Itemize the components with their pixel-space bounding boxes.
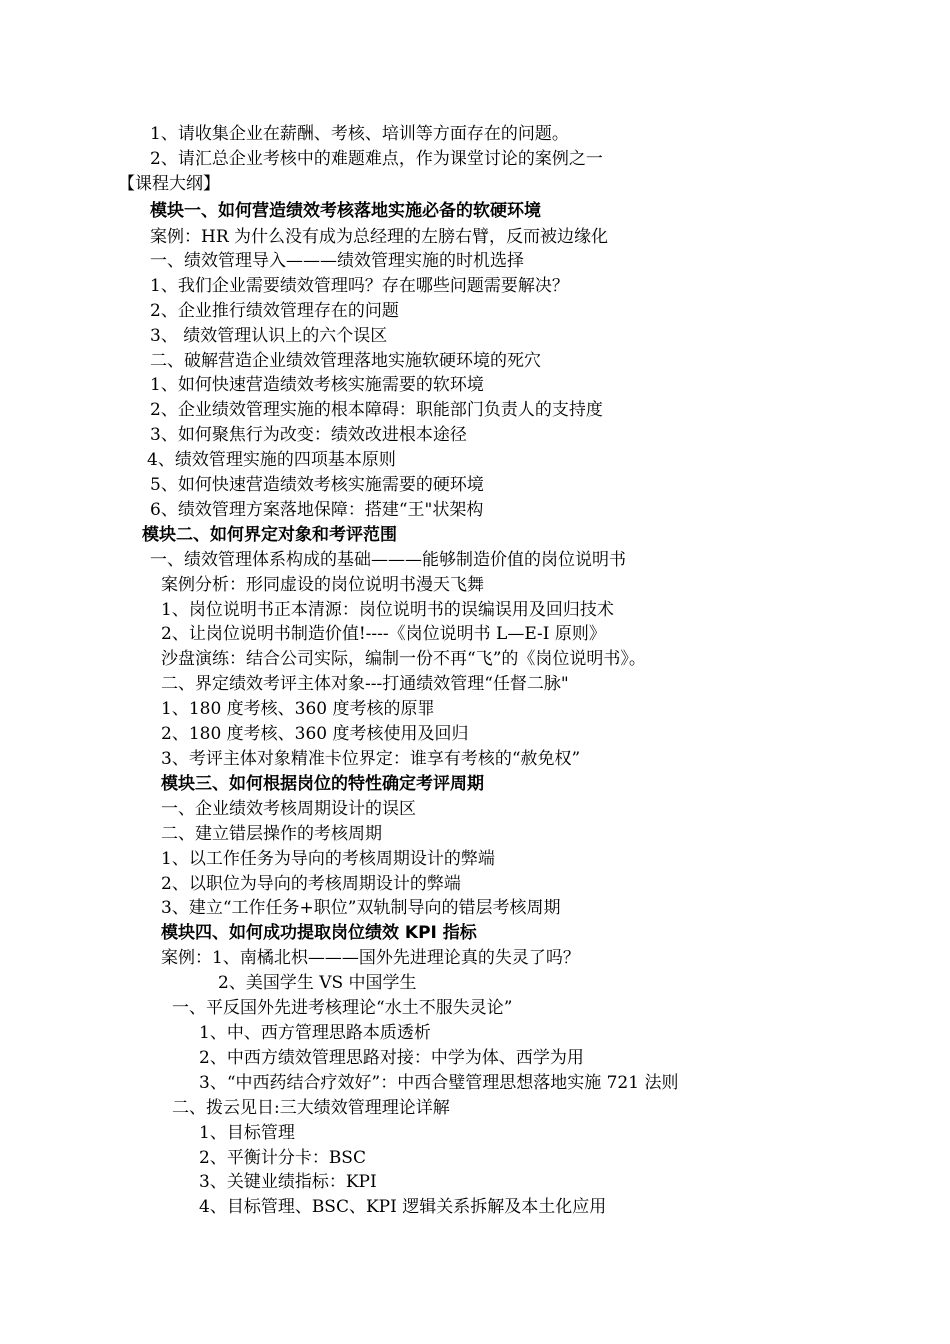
exercise-line: 沙盘演练：结合公司实际，编制一份不再“飞”的《岗位说明书》。 (161, 649, 646, 669)
outline-heading: 【课程大纲】 (118, 174, 220, 194)
item-line: 1、中、西方管理思路本质透析 (199, 1023, 431, 1043)
section-line: 二、界定绩效考评主体对象---打通绩效管理“任督二脉" (161, 674, 569, 694)
section-line: 一、企业绩效考核周期设计的误区 (161, 799, 416, 819)
section-line: 二、建立错层操作的考核周期 (161, 824, 382, 844)
item-line: 2、中西方绩效管理思路对接：中学为体、西学为用 (199, 1048, 584, 1068)
item-line: 2、以职位为导向的考核周期设计的弊端 (161, 874, 461, 894)
module-3-heading: 模块三、如何根据岗位的特性确定考评周期 (161, 774, 484, 794)
item-line: 3、关键业绩指标：KPI (199, 1172, 377, 1192)
item-line: 3、“中西药结合疗效好”：中西合璧管理思想落地实施 721 法则 (199, 1073, 679, 1093)
item-line: 3、建立“工作任务+职位”双轨制导向的错层考核周期 (161, 898, 561, 918)
section-line: 一、绩效管理导入———绩效管理实施的时机选择 (150, 251, 524, 271)
module-4-heading: 模块四、如何成功提取岗位绩效 KPI 指标 (161, 923, 477, 943)
item-line: 3、 绩效管理认识上的六个误区 (150, 326, 388, 346)
case-line: 案例：HR 为什么没有成为总经理的左膀右臂，反而被边缘化 (150, 227, 609, 247)
section-line: 一、平反国外先进考核理论“水土不服失灵论” (172, 998, 513, 1018)
item-line: 1、以工作任务为导向的考核周期设计的弊端 (161, 849, 495, 869)
item-line: 2、企业绩效管理实施的根本障碍：职能部门负责人的支持度 (150, 400, 603, 420)
item-line: 2、让岗位说明书制造价值!----《岗位说明书 L—E-I 原则》 (161, 624, 606, 644)
section-line: 一、绩效管理体系构成的基础———能够制造价值的岗位说明书 (150, 550, 626, 570)
item-line: 6、绩效管理方案落地保障：搭建“王"状架构 (150, 500, 484, 520)
item-line: 1、180 度考核、360 度考核的原罪 (161, 699, 435, 719)
item-line: 1、目标管理 (199, 1123, 295, 1143)
case-line: 案例：1、南橘北枳———国外先进理论真的失灵了吗？ (161, 948, 580, 968)
item-line: 2、平衡计分卡：BSC (199, 1148, 366, 1168)
item-line: 4、目标管理、BSC、KPI 逻辑关系拆解及本土化应用 (199, 1197, 607, 1217)
item-line: 5、如何快速营造绩效考核实施需要的硬环境 (150, 475, 484, 495)
item-line: 1、岗位说明书正本清源：岗位说明书的误编误用及回归技术 (161, 600, 614, 620)
section-line: 二、拨云见日:三大绩效管理理论详解 (172, 1098, 450, 1118)
prep-item-1: 1、请收集企业在薪酬、考核、培训等方面存在的问题。 (150, 124, 569, 144)
item-line: 1、我们企业需要绩效管理吗？存在哪些问题需要解决？ (150, 276, 569, 296)
item-line: 3、考评主体对象精准卡位界定：谁享有考核的“赦免权” (161, 749, 581, 769)
item-line: 3、如何聚焦行为改变：绩效改进根本途径 (150, 425, 467, 445)
case-line: 2、美国学生 VS 中国学生 (218, 973, 417, 993)
section-line: 二、破解营造企业绩效管理落地实施软硬环境的死穴 (150, 351, 541, 371)
prep-item-2: 2、请汇总企业考核中的难题难点，作为课堂讨论的案例之一 (150, 149, 603, 169)
item-line: 1、如何快速营造绩效考核实施需要的软环境 (150, 375, 484, 395)
item-line: 4、绩效管理实施的四项基本原则 (147, 450, 396, 470)
item-line: 2、企业推行绩效管理存在的问题 (150, 301, 399, 321)
item-line: 2、180 度考核、360 度考核使用及回归 (161, 724, 469, 744)
module-2-heading: 模块二、如何界定对象和考评范围 (142, 525, 397, 545)
module-1-heading: 模块一、如何营造绩效考核落地实施必备的软硬环境 (150, 201, 541, 221)
case-line: 案例分析：形同虚设的岗位说明书漫天飞舞 (161, 575, 484, 595)
